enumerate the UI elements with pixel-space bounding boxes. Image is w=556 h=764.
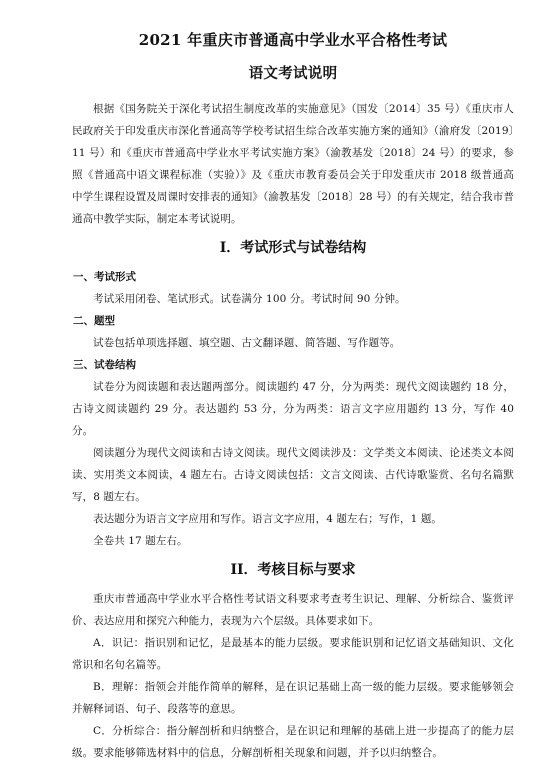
document-subtitle: 语文考试说明 [248, 65, 338, 82]
objectives-p4: C．分析综合：指分解剖析和归纳整合，是在识记和理解的基础上进一步提高了的能力层级。要求能够筛选材料中的信息，分解剖析相关现象和问题，并予以归纳整合。 [72, 725, 514, 759]
question-types-heading: 二、题型 [73, 315, 115, 327]
paper-structure-heading: 三、试卷结构 [73, 359, 136, 371]
paper-structure-p4: 全卷共 17 题左右。 [93, 535, 188, 547]
objectives-p3: B．理解：指领会并能作简单的解释，是在识记基础上高一级的能力层级。要求能够领会并解释词语、句子、段落等的意思。 [72, 681, 514, 715]
objectives-p1: 重庆市普通高中学业水平合格性考试语文科要求考查考生识记、理解、分析综合、鉴赏评价、表达应用和探究六种能力，表现为六个层级。具体要求如下。 [72, 593, 514, 627]
paper-structure-p2: 阅读题分为现代文阅读和古诗文阅读。现代文阅读涉及：文学类文本阅读、论述类文本阅读、实用类文本阅读，4 题左右。古诗文阅读包括：文言文阅读、古代诗歌鉴赏、名句名篇默写，8 题左右。 [72, 447, 514, 503]
exam-form-heading: 一、考试形式 [73, 271, 136, 283]
intro-paragraph: 根据《国务院关于深化考试招生制度改革的实施意见》（国发〔2014〕35 号）《重庆市人民政府关于印发重庆市深化普通高等学校考试招生综合改革实施方案的通知》（渝府发〔2019〕11 号）和《重庆市普通高中学业水平考试实施方案》（渝教基发〔2018〕24 号）的要求，参照《普通高中语文课程标准（实验）》及《重庆市教育委员会关于印发重庆市 2018 级普通高中学生课程设置及周课时安排表的通知》（渝教基发〔2018〕28 号）的有关规定，结合我市普通高中教学实际，制定本考试说明。 [72, 103, 514, 225]
paper-structure-p1: 试卷分为阅读题和表达题两部分。阅读题约 47 分，分为两类：现代文阅读题约 18 分，古诗文阅读题约 29 分。表达题约 53 分，分为两类：语言文字应用题约 13 分，写作 40 分。 [72, 381, 514, 437]
question-types-text: 试卷包括单项选择题、填空题、古文翻译题、简答题、写作题等。 [93, 337, 401, 349]
document-title: 2021 年重庆市普通高中学业水平合格性考试 [138, 31, 448, 49]
section-2-heading: II．考核目标与要求 [230, 562, 356, 578]
exam-form-text: 考试采用闭卷、笔试形式。试卷满分 100 分。考试时间 90 分钟。 [93, 293, 406, 305]
section-1-heading: I．考试形式与试卷结构 [219, 240, 367, 256]
objectives-p2: A．识记：指识别和记忆，是最基本的能力层级。要求能识别和记忆语文基础知识、文化常识和名句名篇等。 [72, 637, 514, 671]
paper-structure-p3: 表达题分为语言文字应用和写作。语言文字应用，4 题左右；写作，1 题。 [93, 513, 443, 525]
